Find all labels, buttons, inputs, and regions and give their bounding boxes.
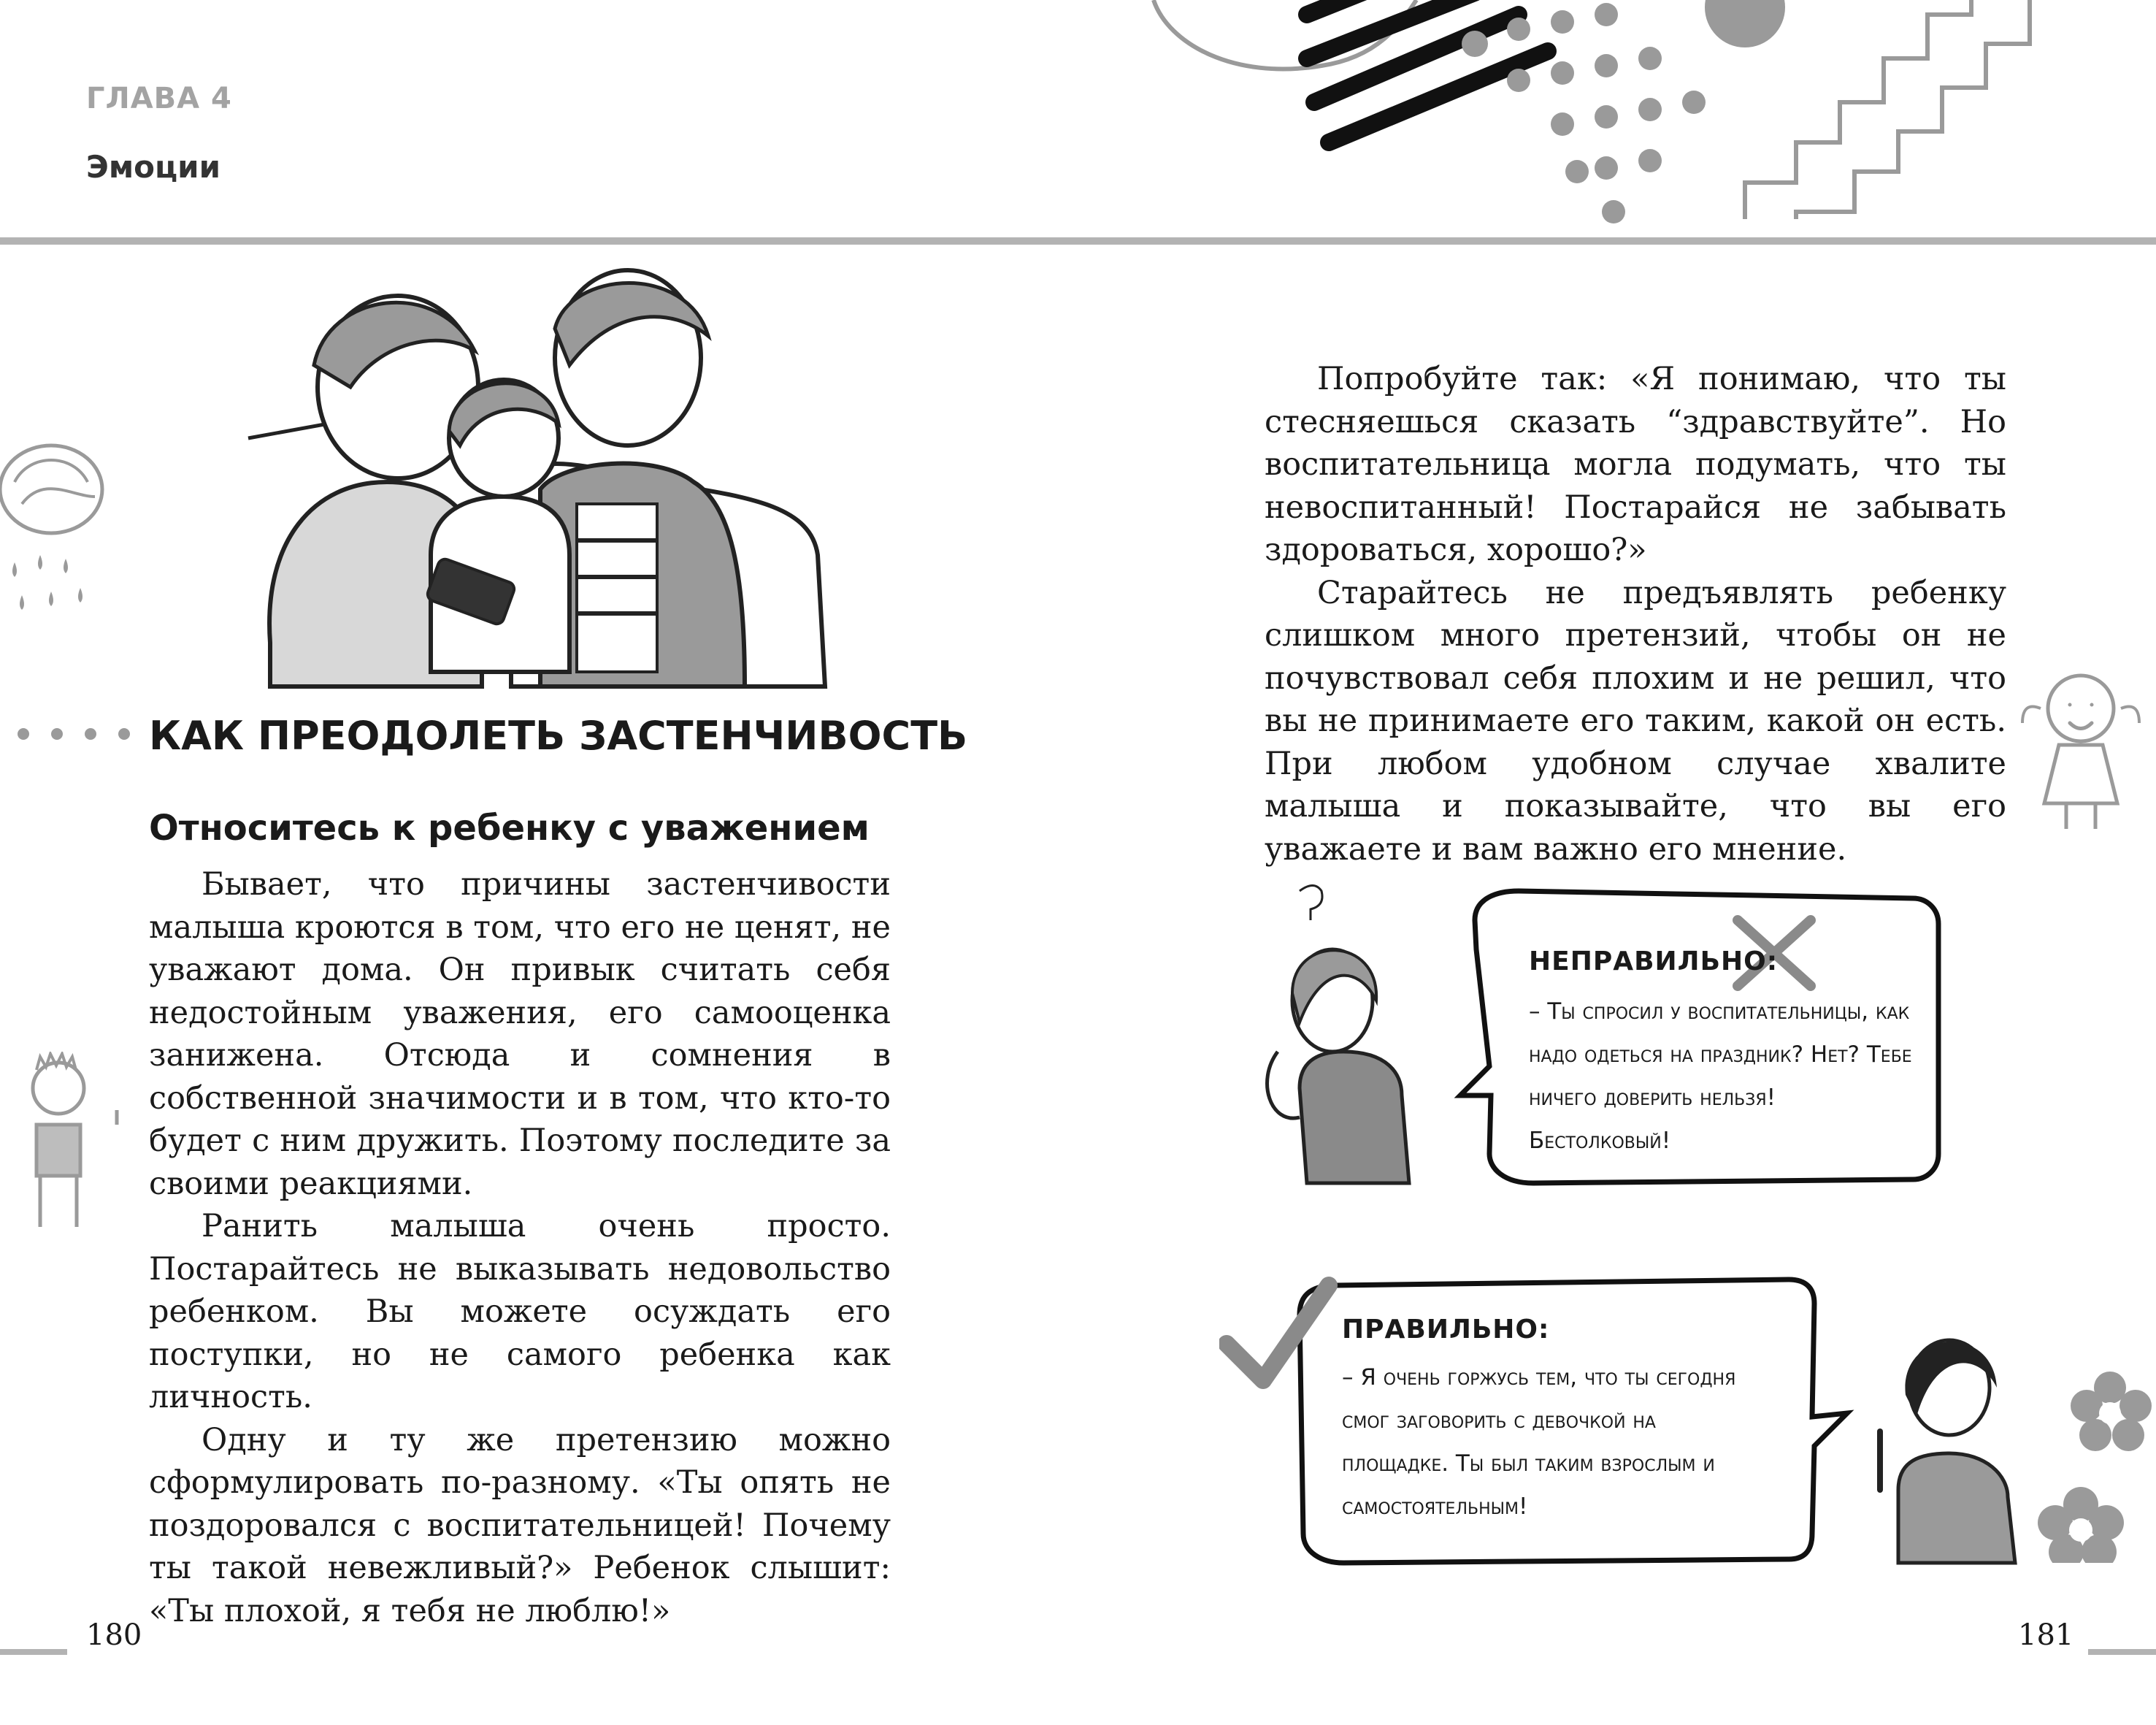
right-text-column [1265,358,2006,871]
section-label: Эмоции [86,149,220,185]
flower-icon [2037,1358,2156,1563]
header-rule [0,237,2156,245]
page-heading: КАК ПРЕОДОЛЕТЬ ЗАСТЕНЧИВОСТЬ [149,713,968,759]
wrong-text: – Ты спросил у воспитательницы, как надо одеться на праздник? Нет? Тебе ничего доверить нельзя! Бестолковый! [1529,998,1912,1154]
paragraph: Бывает, что причины застенчивости малыша кроются в том, что его не ценят, не уважают дома. Он привык считать себя недостойным уважения, его самооценка занижена. Отсюда и сомнения в собственной значимости и в том, что кто-то будет с ним дружить. Поэтому последите за своими реакциями. [149,866,891,1202]
page-number: 181 [2018,1618,2074,1652]
paragraph: Ранить малыша очень просто. Постарайтесь не выказывать недовольство ребенком. Вы можете осуждать его поступки, но не самого ребенка как личность. [149,1208,891,1415]
footer-rule [2088,1649,2156,1655]
page-number: 180 [86,1618,142,1652]
left-text-column [149,863,891,1632]
wrong-title: НЕПРАВИЛЬНО: [1529,946,1779,976]
right-title: ПРАВИЛЬНО: [1342,1315,1550,1345]
footer-rule [0,1649,67,1655]
paragraph: Старайтесь не предъявлять ребенку слишком много претензий, чтобы он не почувствовал себя плохим и не решил, что вы не принимаете его таким, какой он есть. При любом удобном случае хвалите малыша и показывайте, что вы его уважаете и вам важно его мнение. [1265,574,2006,868]
girl-doodle-icon [2015,657,2147,833]
family-illustration-icon [219,263,832,694]
chapter-label: ГЛАВА 4 [86,82,232,115]
boy-doodle-icon [15,1052,131,1256]
dots-icon [10,723,134,745]
right-text: – Я очень горжусь тем, что ты сегодня смог заговорить с девочкой на площадке. Ты был таким взрослым и самостоятельным! [1342,1364,1736,1520]
subheading: Относитесь к ребенку с уважением [149,808,870,849]
decorative-pattern-icon [1139,0,2156,234]
paragraph: Попробуйте так: «Я понимаю, что ты стесняешься сказать “здравствуйте”. Но воспитательница могла подумать, что ты невоспитанный! Постарайся не забывать здороваться, хорошо?» [1265,361,2006,568]
rain-cloud-icon [0,424,110,628]
paragraph: Одну и ту же претензию можно сформулировать по-разному. «Ты опять не поздоровался с воспитательницей! Почему ты такой невежливый?» Ребенок слышит: «Ты плохой, я тебя не люблю!» [149,1421,891,1629]
